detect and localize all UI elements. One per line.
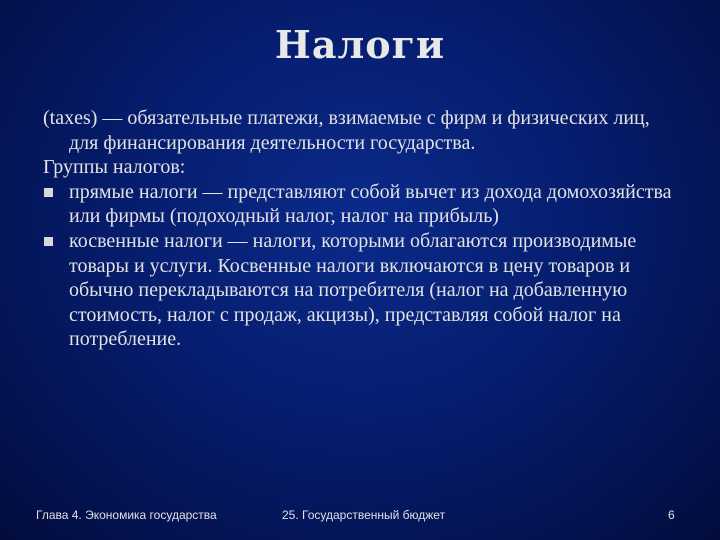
footer-section: 25. Государственный бюджет [282,508,446,522]
slide-title: Налоги [274,22,446,67]
definition-text: (taxes) — обязательные платежи, взимаемые с фирм и физических лиц, для финансирования деятельности государства. [43,107,650,154]
bullet-text: прямые налоги — представляют собой вычет из дохода домохозяйства или фирмы (подоходный налог, налог на прибыль) [69,180,672,228]
bullet-text: косвенные налоги — налоги, которыми облагаются производимые товары и услуги. Косвенные налоги включаются в цену товаров и обычно перекладываются на потребителя (налог на добавленную стоимость, налог с продаж, акцизы), представляя собой налог на потребление. [69,229,637,351]
square-bullet-icon [44,188,53,197]
page-number: 6 [668,508,675,522]
groups-heading: Группы налогов: [43,156,186,179]
footer-chapter: Глава 4. Экономика государства [36,508,217,522]
square-bullet-icon [44,237,53,246]
bullet-item-indirect-taxes [43,229,683,352]
slide-content [43,106,683,352]
bullet-item-direct-taxes [43,180,683,229]
